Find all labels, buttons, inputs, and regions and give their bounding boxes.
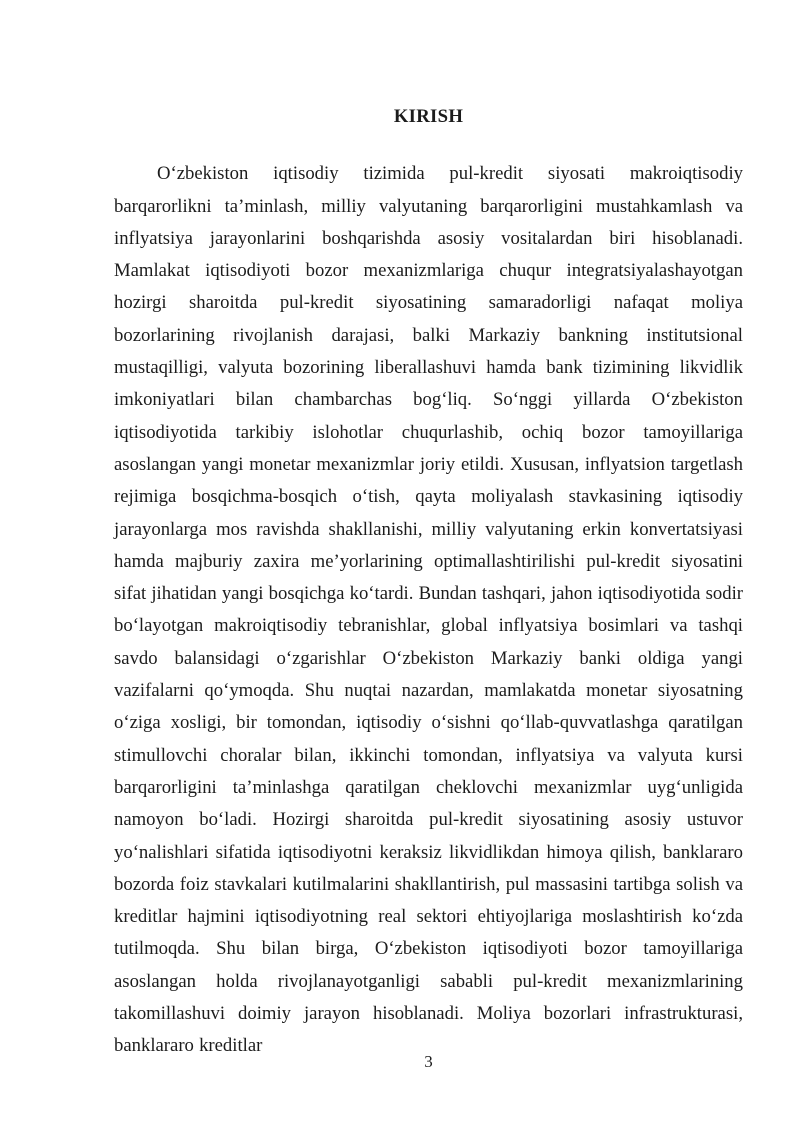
section-heading: KIRISH <box>393 106 464 127</box>
body-paragraph: O‘zbekiston iqtisodiy tizimida pul-kredit siyosati makroiqtisodiy barqarorlikni ta’minlash, milliy valyutaning barqarorligini mustahkamlash va inflyatsiya jarayonlarini boshqarishda asosiy vositalardan biri hisoblanadi. Mamlakat iqtisodiyoti bozor mexanizmlariga chuqur integratsiyalashayotgan hozirgi sharoitda pul-kredit siyosatining samaradorligi nafaqat moliya bozorlarining rivojlanish darajasi, balki Markaziy bankning institutsional mustaqilligi, valyuta bozorining liberallashuvi hamda bank tizimining likvidlik imkoniyatlari bilan chambarchas bog‘liq. So‘nggi yillarda O‘zbekiston iqtisodiyotida tarkibiy islohotlar chuqurlashib, ochiq bozor tamoyillariga asoslangan yangi monetar mexanizmlar joriy etildi. Xususan, inflyatsion targetlash rejimiga bosqichma-bosqich o‘tish, qayta moliyalash stavkasining iqtisodiy jarayonlarga mos ravishda shakllanishi, milliy valyutaning erkin konvertatsiyasi hamda majburiy zaxira me’yorlarining optimallashtirilishi pul-kredit siyosatini sifat jihatidan yangi bosqichga ko‘tardi. Bundan tashqari, jahon iqtisodiyotida sodir bo‘layotgan makroiqtisodiy tebranishlar, global inflyatsiya bosimlari va tashqi savdo balansidagi o‘zgarishlar O‘zbekiston Markaziy banki oldiga yangi vazifalarni qo‘ymoqda. Shu nuqtai nazardan, mamlakatda monetar siyosatning o‘ziga xosligi, bir tomondan, iqtisodiy o‘sishni qo‘llab-quvvatlashga qaratilgan stimullovchi choralar bilan, ikkinchi tomondan, inflyatsiya va valyuta kursi barqarorligini ta’minlashga qaratilgan cheklovchi mexanizmlar uyg‘unligida namoyon bo‘ladi. Hozirgi sharoitda pul-kredit siyosatining asosiy ustuvor yo‘nalishlari sifatida iqtisodiyotni keraksiz likvidlikdan himoya qilish, banklararo bozorda foiz stavkalari kutilmalarini shakllantirish, pul massasini tartibga solish va kreditlar hajmini iqtisodiyotning real sektori ehtiyojlariga moslashtirish ko‘zda tutilmoqda. Shu bilan birga, O‘zbekiston iqtisodiyoti bozor tamoyillariga asoslangan holda rivojlanayotganligi sababli pul-kredit mexanizmlarining takomillashuvi doimiy jarayon hisoblanadi. Moliya bozorlari infrastrukturasi, banklararo kreditlar <box>114 163 743 1057</box>
page-number: 3 <box>424 1052 433 1071</box>
page-footer <box>114 1052 743 1072</box>
text-column <box>114 0 743 1063</box>
